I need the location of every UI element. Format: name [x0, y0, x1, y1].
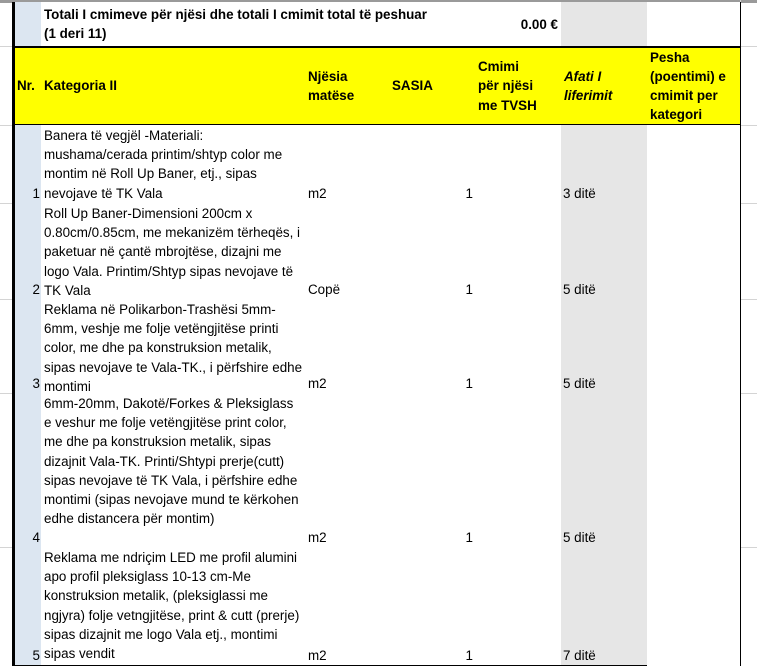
row-description-cell[interactable] — [41, 125, 306, 204]
header-unit-cell[interactable] — [305, 46, 390, 126]
row-description: 6mm-20mm, Dakotë/Forkes & Pleksiglass e veshur me folje vetëngjitëse print color, me dhe pa konstruksion metalik, sipas dizajnit Vala-TK. Printi/Shtypi prerje(cutt) sipas nevojave të TK Vala, i përfshire edhe montimi (sipas nevojave mund te kërkohen edhe distancera për montim) — [44, 396, 299, 527]
summary-delivery-cell[interactable] — [561, 2, 648, 47]
row-quantity-cell[interactable] — [389, 299, 476, 394]
row-nr-cell[interactable] — [12, 393, 42, 548]
summary-total-cell[interactable] — [475, 2, 562, 47]
header-quantity: SASIA — [392, 78, 433, 94]
row-quantity: 1 — [465, 375, 473, 391]
row-unit-price-cell[interactable] — [475, 203, 562, 300]
row-nr: 3 — [32, 375, 40, 391]
row-unit: m2 — [308, 185, 327, 201]
header-delivery-cell[interactable] — [561, 46, 648, 126]
row-nr-cell[interactable] — [12, 547, 42, 666]
header-nr: Nr. — [17, 78, 35, 94]
row-delivery: 7 ditë — [563, 647, 596, 663]
summary-title: Totali I cmimeve për njësi dhe totali I cmimit total të peshuar (1 deri 11) — [44, 7, 427, 42]
row-unit: Copë — [308, 281, 341, 297]
row-delivery-cell[interactable] — [561, 393, 648, 548]
row-unit-price-cell[interactable] — [475, 299, 562, 394]
header-category-cell[interactable] — [41, 46, 306, 126]
header-delivery: Afati I liferimit — [564, 68, 613, 103]
row-unit-cell[interactable] — [305, 203, 390, 300]
row-description-cell[interactable] — [41, 299, 306, 394]
row-weight-cell[interactable] — [647, 547, 741, 666]
row-unit: m2 — [308, 647, 327, 663]
row-nr-cell[interactable] — [12, 299, 42, 394]
row-unit-cell[interactable] — [305, 299, 390, 394]
header-unit-price-cell[interactable] — [475, 46, 562, 126]
row-unit-price-cell[interactable] — [475, 125, 562, 204]
row-description: Reklama me ndriçim LED me profil alumini apo profil pleksiglass 10-13 cm-Me konstruksion metalik, (pleksiglassi me ngjyra) folje vetngjitëse, print & cutt (prerje) sipas dizajnit me logo Vala etj., montimi sipas vendit — [44, 550, 300, 662]
header-weight: Pesha (poentimi) e cmimit per kategori — [650, 49, 726, 123]
summary-title-cell[interactable] — [41, 2, 476, 47]
row-weight-cell[interactable] — [647, 203, 741, 300]
row-unit: m2 — [308, 529, 327, 545]
row-nr: 1 — [32, 185, 40, 201]
header-quantity-cell[interactable] — [389, 46, 476, 126]
row-delivery-cell[interactable] — [561, 299, 648, 394]
summary-nr-cell[interactable] — [12, 2, 42, 47]
header-unit-price: Cmimi për njësi me TVSH — [478, 59, 537, 113]
row-quantity: 1 — [465, 529, 473, 545]
row-description: Roll Up Baner-Dimensioni 200cm x 0.80cm/0.85cm, me mekanizëm tërheqës, i paketuar në çantë mbrojtëse, dizajni me logo Vala. Printim/Shtyp sipas nevojave të TK Vala — [44, 206, 301, 298]
row-description-cell[interactable] — [41, 203, 306, 300]
row-quantity: 1 — [465, 647, 473, 663]
row-weight-cell[interactable] — [647, 299, 741, 394]
row-quantity-cell[interactable] — [389, 547, 476, 666]
summary-weight-cell[interactable] — [647, 2, 741, 47]
header-nr-cell[interactable] — [12, 46, 42, 126]
row-quantity-cell[interactable] — [389, 203, 476, 300]
header-category: Kategoria II — [44, 78, 117, 94]
row-description: Reklama në Polikarbon-Trashësi 5mm-6mm, veshje me folje vetëngjitëse printi color, me dhe pa konstruksion metalik, sipas nevojave te Vala-TK., i përfshire edhe montimi — [44, 302, 303, 394]
row-delivery: 3 ditë — [563, 185, 596, 201]
row-quantity-cell[interactable] — [389, 125, 476, 204]
row-nr-cell[interactable] — [12, 203, 42, 300]
row-unit-cell[interactable] — [305, 393, 390, 548]
row-delivery-cell[interactable] — [561, 547, 648, 666]
row-unit-price-cell[interactable] — [475, 393, 562, 548]
row-description-cell[interactable] — [41, 393, 306, 548]
row-nr-cell[interactable] — [12, 125, 42, 204]
row-unit-price-cell[interactable] — [475, 547, 562, 666]
row-nr: 4 — [32, 529, 40, 545]
row-delivery-cell[interactable] — [561, 125, 648, 204]
row-nr: 2 — [32, 281, 40, 297]
row-description: Banera të vegjël -Materiali: mushama/cerada printim/shtyp color me montim në Roll Up Baner, etj., sipas nevojave të TK Vala — [44, 128, 283, 201]
row-unit-cell[interactable] — [305, 547, 390, 666]
row-delivery: 5 ditë — [563, 281, 596, 297]
row-unit: m2 — [308, 375, 327, 391]
row-nr: 5 — [32, 647, 40, 663]
row-quantity-cell[interactable] — [389, 393, 476, 548]
row-weight-cell[interactable] — [647, 125, 741, 204]
row-quantity: 1 — [465, 281, 473, 297]
row-description-cell[interactable] — [41, 547, 306, 666]
row-delivery: 5 ditë — [563, 529, 596, 545]
row-delivery-cell[interactable] — [561, 203, 648, 300]
header-weight-cell[interactable] — [647, 46, 741, 126]
summary-total-value: 0.00 € — [520, 16, 558, 32]
row-unit-cell[interactable] — [305, 125, 390, 204]
row-quantity: 1 — [465, 185, 473, 201]
row-weight-cell[interactable] — [647, 393, 741, 548]
row-delivery: 5 ditë — [563, 375, 596, 391]
header-unit: Njësia matëse — [308, 68, 355, 103]
